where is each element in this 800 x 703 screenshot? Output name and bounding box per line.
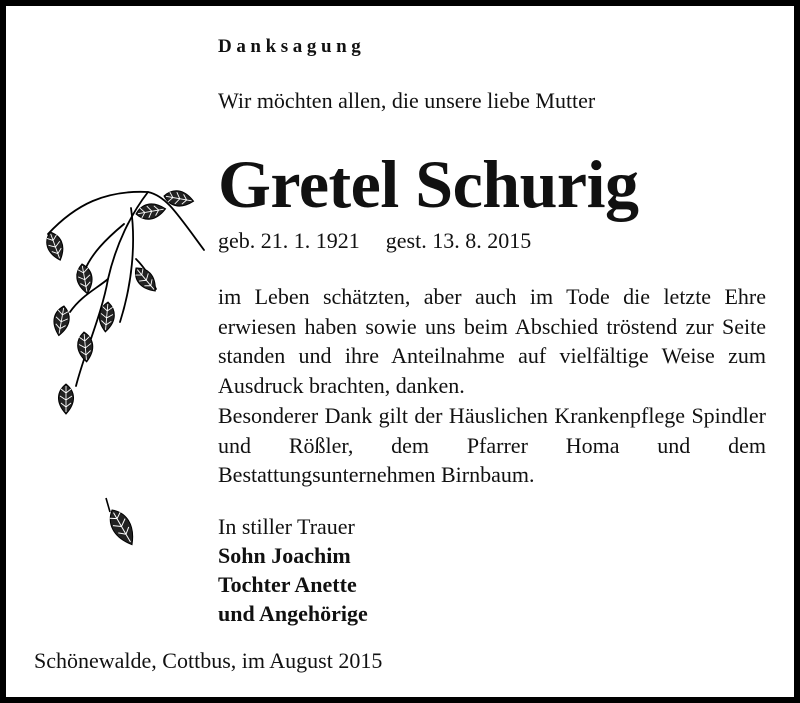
- birch-branch-icon: [36, 184, 208, 430]
- obituary-card: [6, 6, 794, 697]
- intro-line: Wir möchten allen, die unsere liebe Mutter: [218, 88, 596, 113]
- falling-leaf-icon: [98, 494, 142, 564]
- thanks-paragraph: im Leben schätzten, aber auch im Tode die letzte Ehre erwiesen haben sowie uns beim Abschied tröstend zur Seite standen und ihre Anteilnahme auf vielfältige Weise zum Ausdruck brachten, danken.: [218, 284, 766, 399]
- deceased-name: Gretel Schurig: [218, 146, 639, 222]
- birth-date: geb. 21. 1. 1921: [218, 228, 360, 253]
- death-date: gest. 13. 8. 2015: [385, 228, 532, 253]
- thanks-text: [218, 282, 766, 490]
- signoff: [218, 512, 368, 628]
- mourner-relatives: und Angehörige: [218, 601, 368, 626]
- mourning-line: In stiller Trauer: [218, 514, 355, 539]
- life-dates: [218, 228, 531, 254]
- special-thanks-paragraph: Besonderer Dank gilt der Häuslichen Krankenpflege Spindler und Rößler, dem Pfarrer Homa und dem Bestattungsunternehmen Birnbaum.: [218, 402, 766, 488]
- place-date: Schönewalde, Cottbus, im August 2015: [34, 648, 383, 673]
- mourner-son: Sohn Joachim: [218, 543, 351, 568]
- notice-heading: Danksagung: [218, 36, 366, 57]
- mourner-daughter: Tochter Anette: [218, 572, 357, 597]
